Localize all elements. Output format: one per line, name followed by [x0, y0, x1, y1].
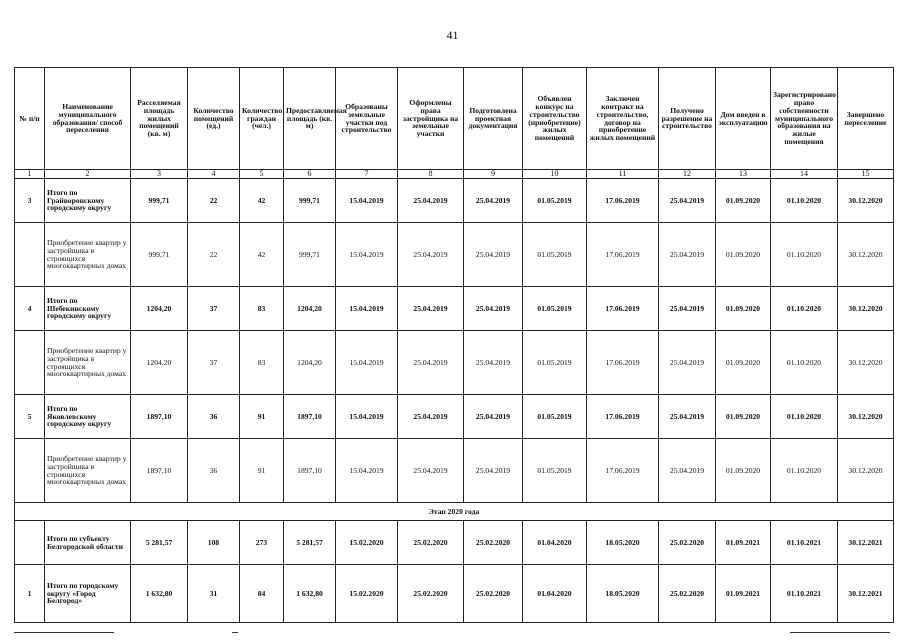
footer-rule-right — [790, 632, 890, 633]
cell-col-5: 91 — [240, 395, 284, 439]
column-number-row — [15, 170, 894, 179]
table-row-total — [15, 565, 894, 623]
cell-col-13: 01.09.2020 — [716, 331, 771, 395]
cell-col-5: 83 — [240, 331, 284, 395]
stage-row — [15, 503, 894, 521]
column-header-13: Дом введен в эксплуатацию — [716, 68, 771, 170]
page-number: 41 — [446, 28, 459, 42]
cell-col-3: 999,71 — [131, 223, 188, 287]
row-name-cell: Итого по субъекту Белгородской области — [45, 521, 131, 565]
cell-col-10: 01.05.2019 — [523, 223, 587, 287]
cell-col-12: 25.04.2019 — [659, 331, 716, 395]
cell-col-12: 25.02.2020 — [659, 521, 716, 565]
cell-col-6: 1897,10 — [284, 439, 336, 503]
column-header-15: Завершено переселение — [838, 68, 894, 170]
table-row-total — [15, 179, 894, 223]
row-number-cell: 1 — [15, 565, 45, 623]
cell-col-10: 01.04.2020 — [523, 565, 587, 623]
column-header-4: Количество помещений (ед.) — [188, 68, 240, 170]
cell-col-11: 17.06.2019 — [587, 395, 659, 439]
column-number-8: 8 — [398, 170, 464, 179]
column-number-3: 3 — [131, 170, 188, 179]
cell-col-3: 1204,20 — [131, 287, 188, 331]
row-number-cell — [15, 223, 45, 287]
cell-col-11: 17.06.2019 — [587, 223, 659, 287]
table-row-total — [15, 287, 894, 331]
row-number-cell — [15, 521, 45, 565]
cell-col-6: 999,71 — [284, 179, 336, 223]
column-number-2: 2 — [45, 170, 131, 179]
row-name-cell: Итого по Грайворонскому городскому округу — [45, 179, 131, 223]
row-number-cell — [15, 439, 45, 503]
column-header-8: Оформлены права застройщика на земельные участки — [398, 68, 464, 170]
cell-col-6: 1204,20 — [284, 287, 336, 331]
cell-col-11: 17.06.2019 — [587, 439, 659, 503]
row-name-cell: Приобретение квартир у застройщика в строящихся многоквартирных домах — [45, 331, 131, 395]
cell-col-5: 91 — [240, 439, 284, 503]
cell-col-7: 15.02.2020 — [336, 521, 398, 565]
resettlement-plan-table — [14, 67, 894, 623]
cell-col-4: 37 — [188, 331, 240, 395]
cell-col-15: 30.12.2020 — [838, 179, 894, 223]
column-header-7: Образованы земельные участки под строительство — [336, 68, 398, 170]
column-header-12: Получено разрешение на строительство — [659, 68, 716, 170]
cell-col-7: 15.04.2019 — [336, 439, 398, 503]
cell-col-8: 25.04.2019 — [398, 223, 464, 287]
table-row-purchase-method — [15, 331, 894, 395]
table-row-total — [15, 521, 894, 565]
cell-col-9: 25.04.2019 — [464, 331, 523, 395]
cell-col-8: 25.04.2019 — [398, 439, 464, 503]
cell-col-12: 25.04.2019 — [659, 223, 716, 287]
cell-col-14: 01.10.2020 — [771, 439, 838, 503]
cell-col-9: 25.04.2019 — [464, 287, 523, 331]
cell-col-14: 01.10.2020 — [771, 395, 838, 439]
cell-col-9: 25.04.2019 — [464, 395, 523, 439]
cell-col-6: 999,71 — [284, 223, 336, 287]
cell-col-6: 1 632,80 — [284, 565, 336, 623]
cell-col-6: 1897,10 — [284, 395, 336, 439]
column-number-7: 7 — [336, 170, 398, 179]
cell-col-5: 273 — [240, 521, 284, 565]
cell-col-14: 01.10.2021 — [771, 565, 838, 623]
cell-col-4: 37 — [188, 287, 240, 331]
cell-col-5: 42 — [240, 223, 284, 287]
cell-col-13: 01.09.2021 — [716, 521, 771, 565]
column-number-1: 1 — [15, 170, 45, 179]
cell-col-13: 01.09.2020 — [716, 439, 771, 503]
column-number-11: 11 — [587, 170, 659, 179]
cell-col-11: 18.05.2020 — [587, 565, 659, 623]
cell-col-12: 25.04.2019 — [659, 439, 716, 503]
row-name-cell: Итого по городскому округу «Город Белгород» — [45, 565, 131, 623]
cell-col-4: 108 — [188, 521, 240, 565]
column-header-1: № п/п — [15, 68, 45, 170]
cell-col-15: 30.12.2020 — [838, 439, 894, 503]
row-number-cell — [15, 331, 45, 395]
cell-col-11: 18.05.2020 — [587, 521, 659, 565]
cell-col-4: 22 — [188, 223, 240, 287]
cell-col-14: 01.10.2020 — [771, 179, 838, 223]
cell-col-7: 15.04.2019 — [336, 179, 398, 223]
row-name-cell: Итого по Яковлевскому городскому округу — [45, 395, 131, 439]
cell-col-13: 01.09.2020 — [716, 287, 771, 331]
column-number-4: 4 — [188, 170, 240, 179]
cell-col-8: 25.04.2019 — [398, 179, 464, 223]
column-header-3: Расселяемая площадь жилых помещений (кв. м) — [131, 68, 188, 170]
row-number-cell: 4 — [15, 287, 45, 331]
cell-col-3: 1897,10 — [131, 395, 188, 439]
cell-col-6: 5 281,57 — [284, 521, 336, 565]
table-body — [15, 179, 894, 623]
cell-col-8: 25.02.2020 — [398, 565, 464, 623]
cell-col-10: 01.04.2020 — [523, 521, 587, 565]
cell-col-14: 01.10.2020 — [771, 223, 838, 287]
cell-col-11: 17.06.2019 — [587, 331, 659, 395]
cell-col-12: 25.04.2019 — [659, 395, 716, 439]
cell-col-8: 25.04.2019 — [398, 287, 464, 331]
cell-col-10: 01.05.2019 — [523, 287, 587, 331]
cell-col-3: 5 281,57 — [131, 521, 188, 565]
column-header-9: Подготовлена проектная документация — [464, 68, 523, 170]
column-number-5: 5 — [240, 170, 284, 179]
column-header-10: Объявлен конкурс на строительство (приобретение) жилых помещений — [523, 68, 587, 170]
cell-col-13: 01.09.2020 — [716, 223, 771, 287]
cell-col-6: 1204,20 — [284, 331, 336, 395]
column-number-15: 15 — [838, 170, 894, 179]
cell-col-3: 1897,10 — [131, 439, 188, 503]
cell-col-5: 84 — [240, 565, 284, 623]
cell-col-14: 01.10.2020 — [771, 331, 838, 395]
cell-col-9: 25.04.2019 — [464, 439, 523, 503]
cell-col-4: 36 — [188, 439, 240, 503]
row-name-cell: Приобретение квартир у застройщика в строящихся многоквартирных домах — [45, 223, 131, 287]
cell-col-9: 25.02.2020 — [464, 521, 523, 565]
row-name-cell: Итого по Шебекинскому городскому округу — [45, 287, 131, 331]
cell-col-15: 30.12.2021 — [838, 565, 894, 623]
column-number-6: 6 — [284, 170, 336, 179]
footer-rule-mark — [232, 632, 238, 633]
cell-col-8: 25.04.2019 — [398, 395, 464, 439]
cell-col-3: 999,71 — [131, 179, 188, 223]
cell-col-14: 01.10.2021 — [771, 521, 838, 565]
cell-col-4: 31 — [188, 565, 240, 623]
cell-col-4: 22 — [188, 179, 240, 223]
column-number-9: 9 — [464, 170, 523, 179]
row-number-cell: 3 — [15, 179, 45, 223]
column-number-14: 14 — [771, 170, 838, 179]
column-header-14: Зарегистрировано право собственности муниципального образования на жилые помещения — [771, 68, 838, 170]
cell-col-5: 42 — [240, 179, 284, 223]
cell-col-13: 01.09.2021 — [716, 565, 771, 623]
cell-col-5: 83 — [240, 287, 284, 331]
cell-col-7: 15.04.2019 — [336, 395, 398, 439]
cell-col-12: 25.04.2019 — [659, 287, 716, 331]
cell-col-10: 01.05.2019 — [523, 439, 587, 503]
cell-col-7: 15.02.2020 — [336, 565, 398, 623]
column-header-6: Предоставляемая площадь (кв. м) — [284, 68, 336, 170]
cell-col-15: 30.12.2020 — [838, 331, 894, 395]
table-row-total — [15, 395, 894, 439]
column-number-10: 10 — [523, 170, 587, 179]
column-header-2: Наименование муниципального образования/ способ переселения — [45, 68, 131, 170]
cell-col-11: 17.06.2019 — [587, 179, 659, 223]
cell-col-8: 25.02.2020 — [398, 521, 464, 565]
row-name-cell: Приобретение квартир у застройщика в строящихся многоквартирных домах — [45, 439, 131, 503]
column-number-12: 12 — [659, 170, 716, 179]
cell-col-15: 30.12.2021 — [838, 521, 894, 565]
cell-col-7: 15.04.2019 — [336, 287, 398, 331]
cell-col-10: 01.05.2019 — [523, 331, 587, 395]
cell-col-9: 25.04.2019 — [464, 223, 523, 287]
cell-col-12: 25.04.2019 — [659, 179, 716, 223]
table-row-purchase-method — [15, 223, 894, 287]
table-header-row — [15, 68, 894, 170]
cell-col-12: 25.02.2020 — [659, 565, 716, 623]
table-row-purchase-method — [15, 439, 894, 503]
row-number-cell: 5 — [15, 395, 45, 439]
cell-col-3: 1204,20 — [131, 331, 188, 395]
cell-col-14: 01.10.2020 — [771, 287, 838, 331]
cell-col-9: 25.02.2020 — [464, 565, 523, 623]
cell-col-10: 01.05.2019 — [523, 395, 587, 439]
cell-col-15: 30.12.2020 — [838, 287, 894, 331]
cell-col-13: 01.09.2020 — [716, 179, 771, 223]
cell-col-15: 30.12.2020 — [838, 223, 894, 287]
cell-col-3: 1 632,80 — [131, 565, 188, 623]
column-number-13: 13 — [716, 170, 771, 179]
cell-col-9: 25.04.2019 — [464, 179, 523, 223]
cell-col-4: 36 — [188, 395, 240, 439]
cell-col-7: 15.04.2019 — [336, 331, 398, 395]
footer-rule-left — [14, 632, 114, 633]
cell-col-7: 15.04.2019 — [336, 223, 398, 287]
cell-col-10: 01.05.2019 — [523, 179, 587, 223]
cell-col-8: 25.04.2019 — [398, 331, 464, 395]
cell-col-11: 17.06.2019 — [587, 287, 659, 331]
stage-label: Этап 2020 года — [15, 503, 894, 521]
column-header-5: Количество граждан (чел.) — [240, 68, 284, 170]
column-header-11: Заключен контракт на строительство, договор на приобретение жилых помещений — [587, 68, 659, 170]
cell-col-15: 30.12.2020 — [838, 395, 894, 439]
cell-col-13: 01.09.2020 — [716, 395, 771, 439]
